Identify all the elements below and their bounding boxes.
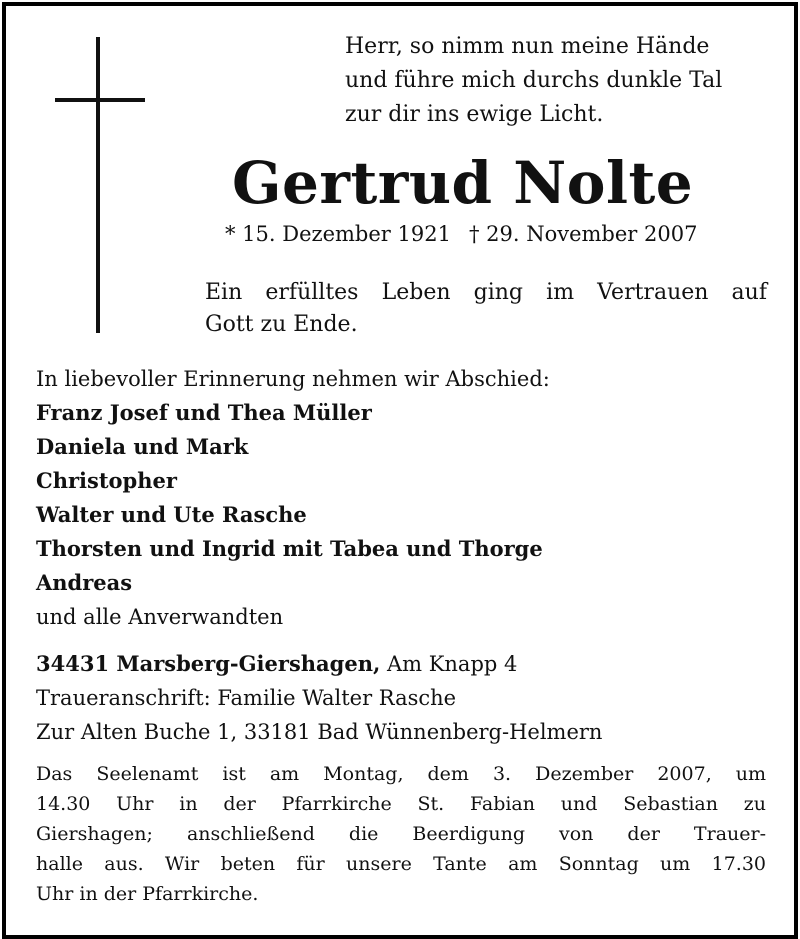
mourner-name: Andreas <box>36 570 133 595</box>
address-line <box>36 647 756 681</box>
service-line: Giershagen; anschließend die Beerdigung von der Trauer- <box>36 823 766 845</box>
mourner-name: Franz Josef und Thea Müller <box>36 400 372 425</box>
address-street: Am Knapp 4 <box>380 652 518 676</box>
mourner-name: Walter und Ute Rasche <box>36 502 307 527</box>
life-dates <box>225 219 697 249</box>
address-city: 34431 Marsberg-Giershagen, <box>36 651 381 676</box>
verse-line: und führe mich durchs dunkle Tal <box>345 68 723 93</box>
service-line: 14.30 Uhr in der Pfarrkirche St. Fabian und Sebastian zu <box>36 793 766 815</box>
family-section <box>36 362 756 634</box>
address-section <box>36 647 756 749</box>
mourner-name: Christopher <box>36 468 177 493</box>
verse <box>345 30 765 132</box>
deceased-name: Gertrud Nolte <box>232 149 694 217</box>
tagline-line: Gott zu Ende. <box>205 312 358 337</box>
mourner-name: Daniela und Mark <box>36 434 249 459</box>
birth-date: * 15. Dezember 1921 <box>225 222 451 246</box>
cross-vertical-bar <box>96 37 100 333</box>
death-date: † 29. November 2007 <box>468 222 698 246</box>
tagline <box>205 277 767 341</box>
verse-line: zur dir ins ewige Licht. <box>345 102 604 127</box>
tagline-line: Ein erfülltes Leben ging im Vertrauen auf <box>205 280 767 305</box>
contact-address: Zur Alten Buche 1, 33181 Bad Wünnenberg-Helmern <box>36 720 603 744</box>
verse-line: Herr, so nimm nun meine Hände <box>345 34 710 59</box>
service-line: halle aus. Wir beten für unsere Tante am Sonntag um 17.30 <box>36 853 766 875</box>
service-info <box>36 759 766 909</box>
cross-horizontal-bar <box>55 98 145 102</box>
service-line: Uhr in der Pfarrkirche. <box>36 883 259 905</box>
mourner-name: Thorsten und Ingrid mit Tabea und Thorge <box>36 536 543 561</box>
family-intro: In liebevoller Erinnerung nehmen wir Abschied: <box>36 367 550 391</box>
family-closing: und alle Anverwandten <box>36 605 284 629</box>
contact-label: Traueranschrift: Familie Walter Rasche <box>36 686 457 710</box>
service-line: Das Seelenamt ist am Montag, dem 3. Dezember 2007, um <box>36 763 766 785</box>
